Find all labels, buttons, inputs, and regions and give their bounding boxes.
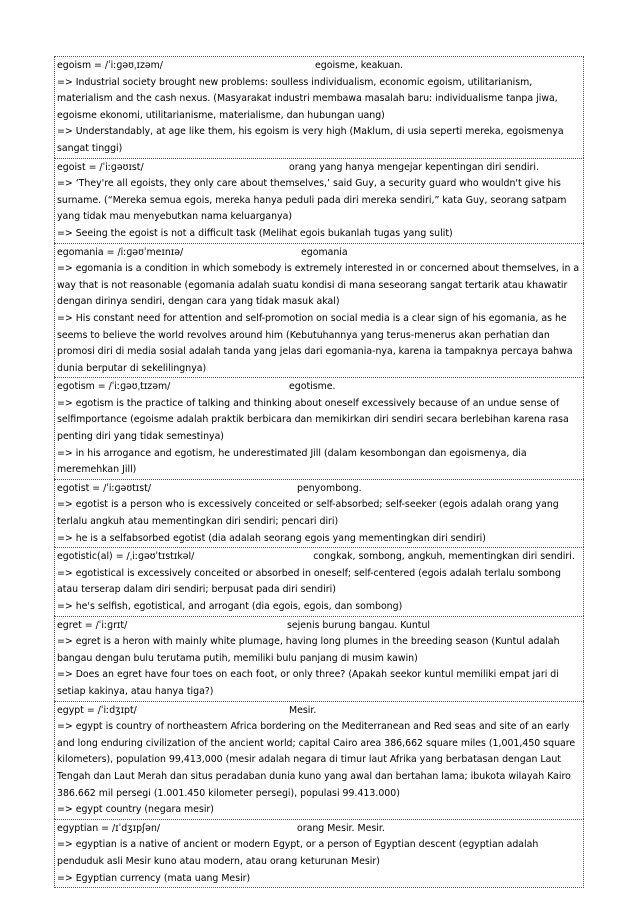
entry-meaning: orang Mesir. Mesir.: [297, 822, 385, 834]
example-line: => Does an egret have four toes on each foot, or only three? (Apakah seekor kuntul memiliki empat jari di setiap kakinya, atau hanya tiga?): [57, 669, 559, 697]
entry-headline: [57, 481, 581, 498]
example-line: => His constant need for attention and self-promotion on social media is a clear sign of his egomania, as he seems to believe the world revolves around him (Kebutuhannya yang terus-menerus akan perhatian dan promosi diri di media sosial adalah tanda yang jelas dari egomania-nya, karena ia tampaknya percaya bahwa dunia berputar di sekelilingnya): [57, 312, 573, 374]
entry-meaning: sejenis burung bangau. Kuntul: [287, 619, 431, 631]
entry-egotist: [54, 479, 584, 547]
entry-headline: [57, 58, 581, 75]
entry-egret: [54, 616, 584, 701]
entry-headline: [57, 160, 581, 177]
example-line: => egotistical is excessively conceited or absorbed in oneself; self-centered (egois adalah terlalu sombong atau terserap dalam diri sendiri; berpusat pada diri sendiri): [57, 567, 561, 596]
entry-headword: egotist = /ˈiːɡəʊtɪst/: [57, 482, 151, 494]
example-line: => egotism is the practice of talking and thinking about oneself excessively because of an undue sense of selfimportance (egoisme adalah praktik berbicara dan memikirkan diri sendiri secara berlebihan karena rasa penting diri yang tidak semestinya): [57, 397, 569, 443]
example-line: => egotist is a person who is excessively conceited or self-absorbed; self-seeker (egois adalah orang yang terlalu angkuh atau mementingkan diri sendiri; pencari diri): [57, 499, 559, 528]
example-line: => Industrial society brought new problems: soulless individualism, economic egoism, utilitarianism, materialism and the cash nexus. (Masyarakat industri membawa masalah baru: individualisme tanpa jiwa, egoisme ekonomi, utilitarianisme, materialisme, dan hubungan uang): [57, 76, 558, 121]
example-line: => he's selfish, egotistical, and arrogant (dia egois, egois, dan sombong): [57, 601, 403, 612]
entry-headword: egret = /ˈiːɡrɪt/: [57, 619, 128, 631]
example-line: => he is a selfabsorbed egotist (dia adalah seorang egois yang mementingkan diri sendiri): [57, 532, 486, 544]
entry-headline: [57, 245, 581, 262]
example-line: => Understandably, at age like them, his egoism is very high (Maklum, di usia seperti mereka, egoismenya sangat tinggi): [57, 126, 564, 154]
entry-egyptian: [54, 819, 584, 888]
example-line: => egret is a heron with mainly white plumage, having long plumes in the breeding season (Kuntul adalah bangau dengan bulu terutama putih, memiliki bulu panjang di musim kawin): [57, 636, 560, 664]
example-line: => egypt country (negara mesir): [57, 804, 214, 816]
entry-meaning: Mesir.: [289, 704, 317, 716]
example-line: => ‘They're all egoists, they only care about themselves,’ said Guy, a security guard who wouldn't give his surname. (“Mereka semua egois, mereka hanya peduli pada diri mereka sendiri,” kata Guy, seorang satpam yang tidak mau menyebutkan nama keluarganya): [57, 178, 567, 223]
example-line: => Seeing the egoist is not a difficult task (Melihat egois bukanlah tugas yang sulit): [57, 227, 453, 239]
entry-egoism: [54, 56, 584, 158]
entry-meaning: egomania: [301, 246, 348, 258]
entry-egotistic: [54, 547, 584, 615]
entry-meaning: penyombong.: [297, 482, 362, 494]
entry-headword: egoist = /ˈiːɡəʊɪst/: [57, 161, 144, 173]
entry-headword: egyptian = /ɪˈdʒɪpʃən/: [57, 822, 161, 834]
entry-headword: egoism = /ˈiːɡəʊˌɪzəm/: [57, 60, 163, 71]
entry-headline: [57, 821, 581, 838]
entry-headword: egomania = /iːɡəʊˈmeɪnɪə/: [57, 246, 184, 258]
entry-meaning: congkak, sombong, angkuh, mementingkan diri sendiri.: [313, 551, 575, 563]
entry-headword: egotism = /ˈiːɡəʊˌtɪzəm/: [57, 381, 171, 393]
example-line: => egypt is country of northeastern Africa bordering on the Mediterranean and Red seas and site of an early and long enduring civilization of the ancient world; capital Cairo area 386,662 square miles (1,001,450 square kilometers), population 99,413,000 (mesir adalah negara di timur laut Afrika yang berbatasan dengan Laut Tengah dan Laut Merah dan situs peradaban dunia kuno yang awal dan bertahan lama; ibukota wilayah Kairo 386.662 mil persegi (1.001.450 kilometer persegi), populasi 99.413.000): [57, 721, 576, 799]
entry-headline: [57, 379, 581, 396]
entry-meaning: egoisme, keakuan.: [315, 60, 404, 71]
entry-headline: [57, 703, 581, 720]
entry-meaning: orang yang hanya mengejar kepentingan diri sendiri.: [289, 161, 539, 173]
example-line: => egomania is a condition in which somebody is extremely interested in or concerned about themselves, in a way that is not reasonable (egomania adalah suatu kondisi di mana seseorang sangat tertarik atau khawatir dengan dirinya sendiri, dengan cara yang tidak masuk akal): [57, 263, 580, 308]
example-line: => in his arrogance and egotism, he underestimated Jill (dalam kesombongan dan egoismenya, dia meremehkan Jill): [57, 447, 527, 476]
entry-meaning: egotisme.: [289, 381, 336, 393]
entry-egotism: [54, 377, 584, 479]
entry-egoist: [54, 158, 584, 243]
dictionary-page: [54, 56, 584, 888]
example-line: => egyptian is a native of ancient or modern Egypt, or a person of Egyptian descent (egyptian adalah penduduk asli Mesir kuno atau modern, atau orang keturunan Mesir): [57, 839, 539, 867]
entry-egypt: [54, 701, 584, 819]
entry-egomania: [54, 243, 584, 378]
entry-headline: [57, 549, 581, 566]
entry-headword: egotistic(al) = /ˌiːɡəʊˈtɪstɪkəl/: [57, 551, 195, 563]
entry-headline: [57, 618, 581, 635]
example-line: => Egyptian currency (mata uang Mesir): [57, 872, 251, 884]
entry-headword: egypt = /ˈiːdʒɪpt/: [57, 704, 137, 716]
